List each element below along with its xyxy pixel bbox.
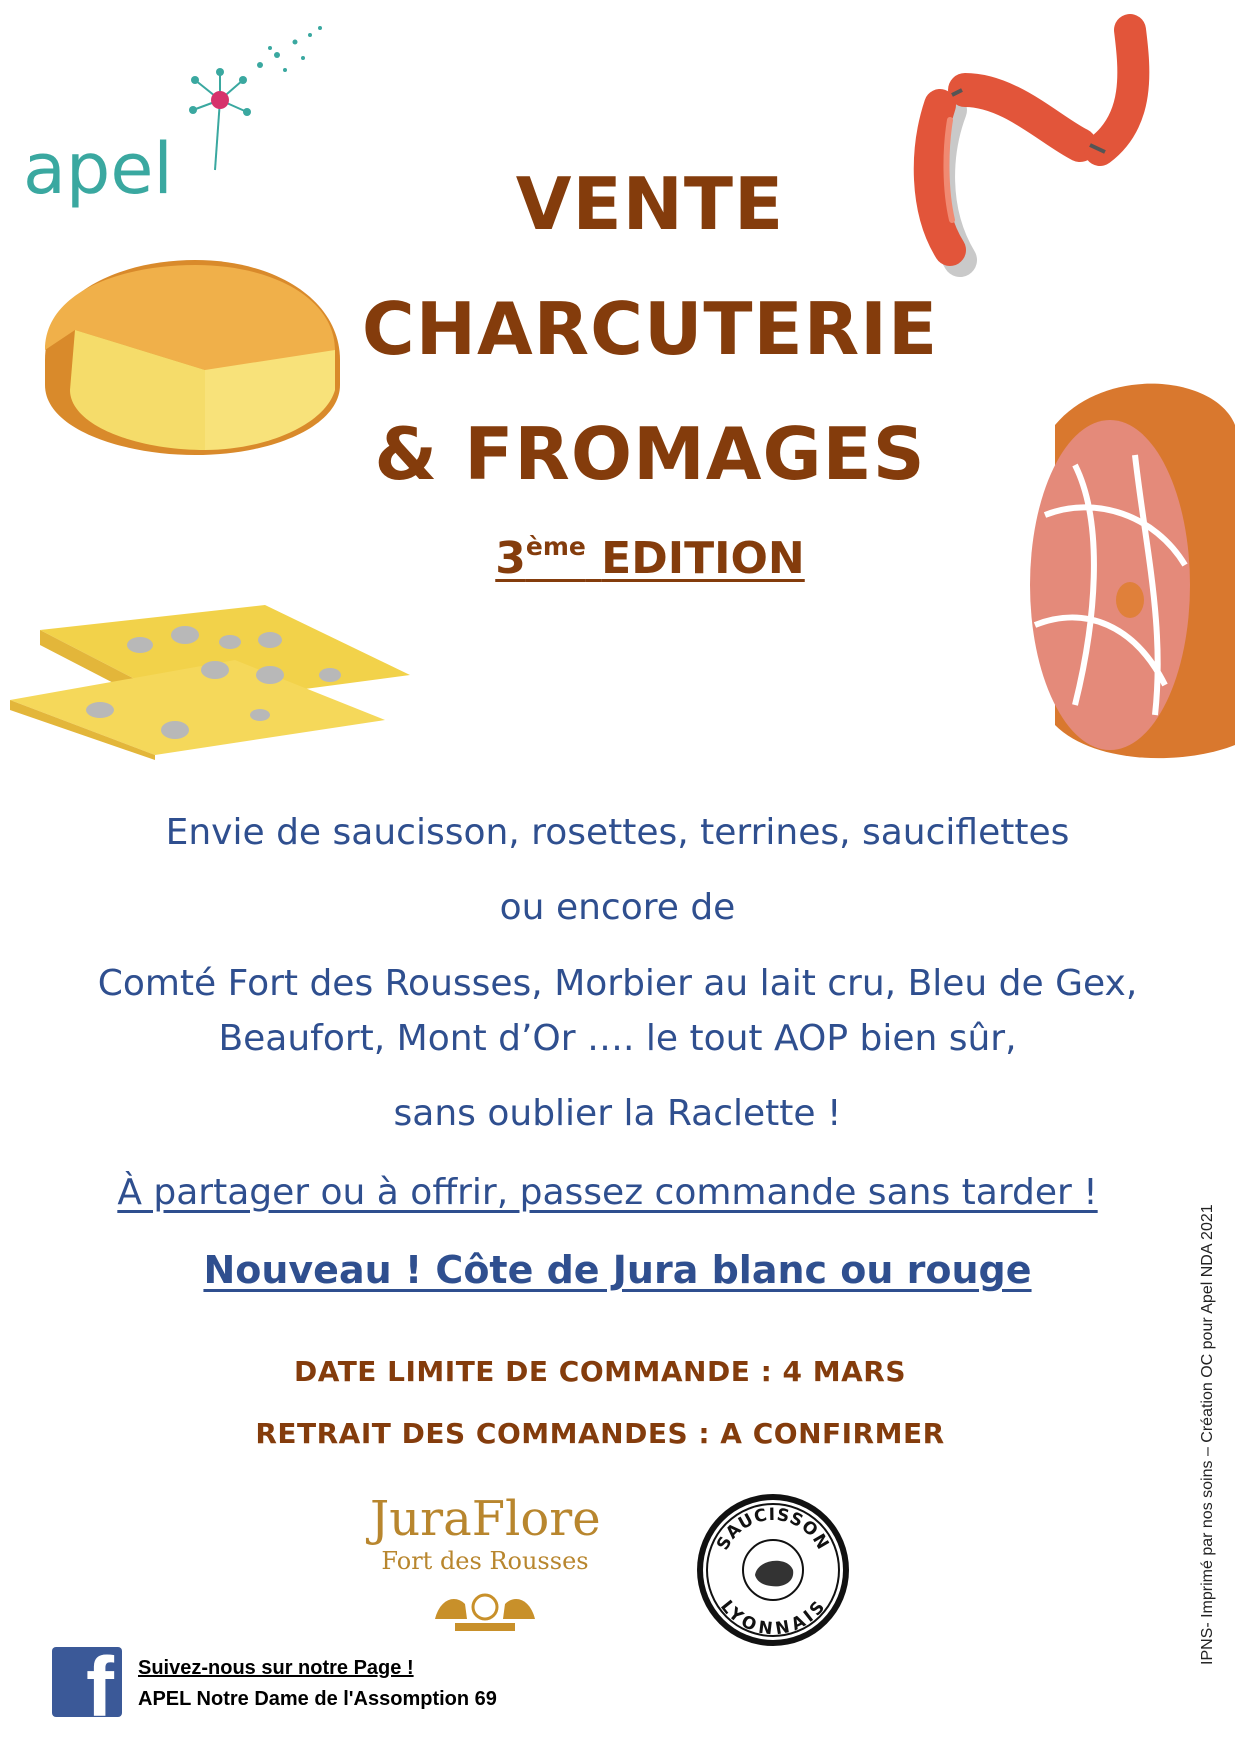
side-note — [1195, 1185, 1219, 1665]
body-line-6 — [60, 1172, 1155, 1213]
saucisson-lyonnais-logo — [693, 1490, 853, 1650]
new-wine-announcement: Nouveau ! Côte de Jura blanc ou rouge — [203, 1248, 1032, 1292]
juraflore-sub: Fort des Rousses — [381, 1547, 589, 1575]
edition-suffix: ème — [525, 532, 586, 561]
edition-number: 3 — [495, 533, 526, 584]
body-line-3: Comté Fort des Rousses, Morbier au lait cru, Bleu de Gex, — [97, 963, 1138, 1004]
order-deadline: DATE LIMITE DE COMMANDE : 4 MARS — [293, 1355, 907, 1388]
edition-label: EDITION — [601, 533, 805, 584]
seal-top-text: SAUCISSON — [713, 1504, 833, 1554]
body-line-2: ou encore de — [499, 887, 736, 928]
side-note-text: IPNS- Imprimé par nos soins – Création OC pour Apel NDA 2021 — [1199, 1204, 1216, 1665]
facebook-page-name: APEL Notre Dame de l'Assomption 69 — [138, 1688, 497, 1710]
body-line-7 — [20, 1248, 1215, 1292]
juraflore-name: JuraFlore — [370, 1491, 601, 1547]
order-call-to-action: À partager ou à offrir, passez commande sans tarder ! — [117, 1172, 1098, 1213]
lion-crest-icon — [425, 1579, 545, 1634]
seal-bottom-text: LYONNAIS — [716, 1596, 830, 1640]
cheese-slices-illustration — [5, 600, 415, 760]
facebook-icon[interactable] — [52, 1647, 122, 1717]
body-line-4: Beaufort, Mont d’Or …. le tout AOP bien sûr, — [218, 1018, 1017, 1059]
title-line-1: VENTE — [515, 162, 785, 246]
edition-heading — [250, 532, 1050, 584]
body-line-5: sans oublier la Raclette ! — [393, 1093, 842, 1134]
order-pickup: RETRAIT DES COMMANDES : A CONFIRMER — [255, 1417, 945, 1450]
juraflore-logo — [370, 1491, 601, 1635]
body-line-1: Envie de saucisson, rosettes, terrines, sauciflettes — [165, 812, 1070, 853]
facebook-letter: f — [86, 1647, 114, 1717]
title-line-2: CHARCUTERIE — [361, 287, 939, 371]
apel-logo-text: apel — [23, 128, 173, 210]
title-line-3: & FROMAGES — [374, 412, 926, 496]
follow-us-text[interactable]: Suivez-nous sur notre Page ! — [138, 1657, 414, 1679]
